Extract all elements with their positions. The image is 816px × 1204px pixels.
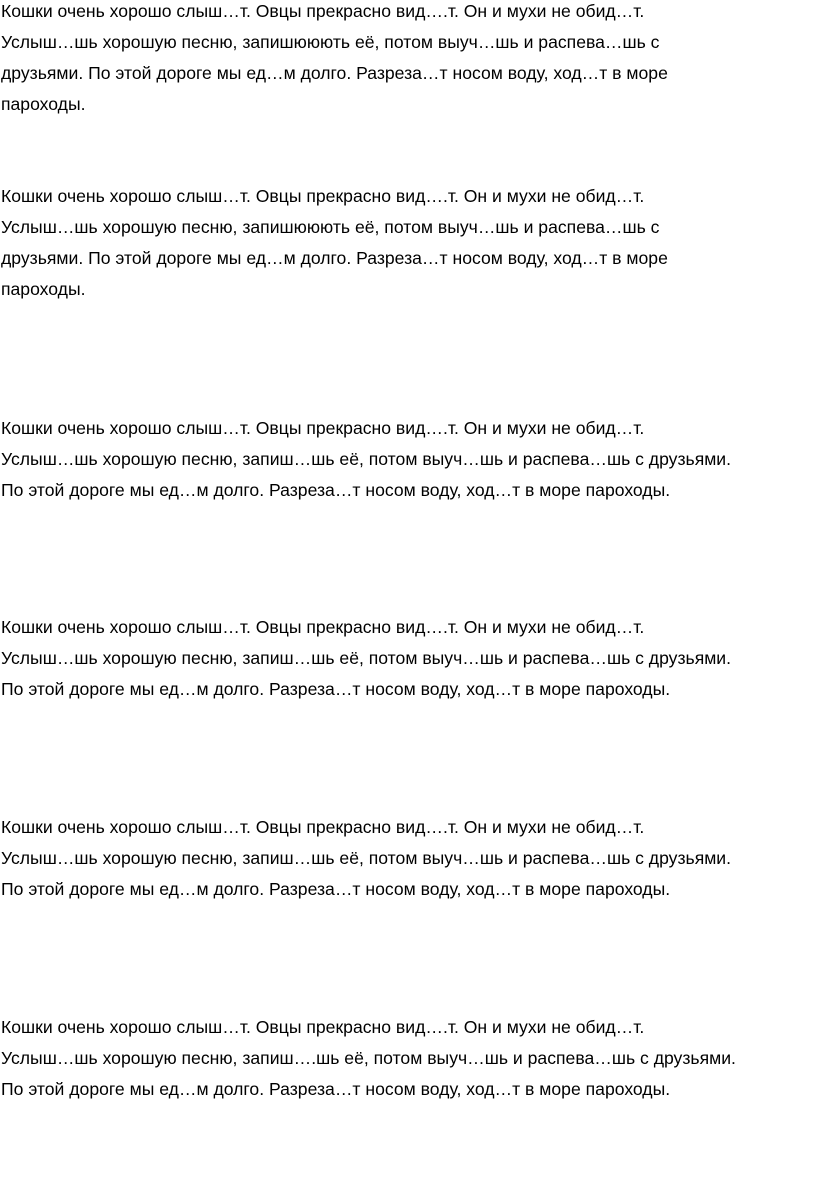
text-line: пароходы. xyxy=(1,279,86,299)
text-line: По этой дороге мы ед…м долго. Разреза…т носом воду, ход…т в море пароходы. xyxy=(1,879,671,899)
text-line: Кошки очень хорошо слыш…т. Овцы прекрасно вид….т. Он и мухи не обид…т. xyxy=(1,186,645,206)
text-line: Услыш…шь хорошую песню, запиш….шь её, потом выуч…шь и распева…шь с друзьями. xyxy=(1,1048,736,1068)
text-line: пароходы. xyxy=(1,94,86,114)
text-line: Кошки очень хорошо слыш…т. Овцы прекрасно вид….т. Он и мухи не обид…т. xyxy=(1,1017,645,1037)
text-line: Кошки очень хорошо слыш…т. Овцы прекрасно вид….т. Он и мухи не обид…т. xyxy=(1,617,645,637)
text-line: По этой дороге мы ед…м долго. Разреза…т носом воду, ход…т в море пароходы. xyxy=(1,1079,671,1099)
exercise-paragraph-2 xyxy=(1,181,668,305)
text-line: друзьями. По этой дороге мы ед…м долго. Разреза…т носом воду, ход…т в море xyxy=(1,248,668,268)
text-line: Услыш…шь хорошую песню, запиш…шь её, потом выуч…шь и распева…шь с друзьями. xyxy=(1,848,732,868)
text-line: Кошки очень хорошо слыш…т. Овцы прекрасно вид….т. Он и мухи не обид…т. xyxy=(1,817,645,837)
exercise-paragraph-6 xyxy=(1,1012,736,1105)
text-line: Услыш…шь хорошую песню, запишююють её, потом выуч…шь и распева…шь с xyxy=(1,32,660,52)
text-line: друзьями. По этой дороге мы ед…м долго. Разреза…т носом воду, ход…т в море xyxy=(1,63,668,83)
exercise-paragraph-4 xyxy=(1,612,731,705)
exercise-paragraph-5 xyxy=(1,812,731,905)
text-line: Кошки очень хорошо слыш…т. Овцы прекрасно вид….т. Он и мухи не обид…т. xyxy=(1,1,645,21)
text-line: По этой дороге мы ед…м долго. Разреза…т носом воду, ход…т в море пароходы. xyxy=(1,480,671,500)
exercise-paragraph-3 xyxy=(1,413,731,506)
text-line: По этой дороге мы ед…м долго. Разреза…т носом воду, ход…т в море пароходы. xyxy=(1,679,671,699)
text-line: Услыш…шь хорошую песню, запишююють её, потом выуч…шь и распева…шь с xyxy=(1,217,660,237)
text-line: Услыш…шь хорошую песню, запиш…шь её, потом выуч…шь и распева…шь с друзьями. xyxy=(1,449,732,469)
text-line: Услыш…шь хорошую песню, запиш…шь её, потом выуч…шь и распева…шь с друзьями. xyxy=(1,648,732,668)
exercise-paragraph-1 xyxy=(1,0,668,120)
text-line: Кошки очень хорошо слыш…т. Овцы прекрасно вид….т. Он и мухи не обид…т. xyxy=(1,418,645,438)
